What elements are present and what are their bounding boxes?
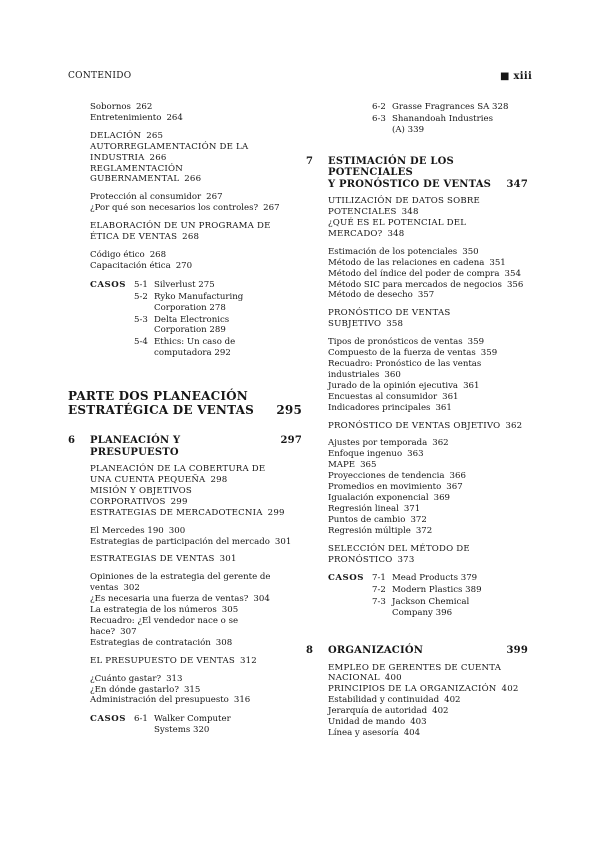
toc-entry [68,605,302,616]
toc-block [306,663,528,696]
toc-entry-page: 262 [135,102,153,112]
toc-entry-text: Línea y asesoría [328,727,399,738]
toc-entry [68,102,302,113]
toc-section-heading [306,555,528,566]
toc-section-heading [68,656,302,667]
toc-entry-text: Protección al consumidor [90,192,202,203]
toc-section-heading [68,475,302,486]
toc-entry [306,381,528,392]
toc-entry-page: 348 [387,228,405,239]
toc-entry-page: 369 [433,492,451,503]
toc-entry-page: 362 [505,420,523,431]
toc-entry [306,269,528,280]
toc-block [68,572,302,648]
toc-entry [306,348,528,359]
toc-section-heading [306,229,528,240]
toc-entry [306,370,528,381]
toc-entry-page: 315 [183,684,201,695]
toc-entry-text: Recuadro: Pronóstico de las ventas [328,359,482,369]
toc-entry-text: ESTRATEGIAS DE VENTAS [90,554,215,565]
toc-entry-page: 304 [253,594,270,605]
toc-entry-text: Recuadro: ¿El vendedor nace o se [90,616,239,626]
toc-entry-text: REGLAMENTACIÓN [90,163,183,174]
toc-entry [306,280,528,291]
case-title-line: Grasse Fragrances SA 328 [392,102,509,112]
case-title-line: Corporation 289 [154,325,226,336]
toc-entry-page: 351 [489,257,506,268]
part-title-line: PARTE DOS PLANEACIÓN [68,389,248,404]
toc-section-heading [68,464,302,475]
toc-entry [306,695,528,706]
toc-entry [306,392,528,403]
toc-entry-text: Unidad de mando [328,717,406,728]
case-title [392,597,528,619]
cases-label [90,315,134,337]
case-title [392,573,528,584]
cases-label [328,585,372,596]
toc-entry-text: POTENCIALES [328,207,397,218]
toc-entry-text: Igualación exponencial [328,492,429,503]
toc-entry-page: 307 [120,626,137,637]
toc-entry-page: 365 [360,460,377,471]
toc-entry-page: 404 [403,727,421,738]
toc-block [306,196,528,240]
toc-section-heading [306,319,528,330]
case-number: 5-3 [134,314,148,325]
toc-section-heading [68,508,302,519]
cases-label [328,102,372,113]
toc-entry-text: Jerarquía de autoridad [328,706,428,717]
chapter-number: 7 [306,155,314,167]
toc-block [68,554,302,565]
toc-entry-text: UTILIZACIÓN DE DATOS SOBRE [328,196,481,207]
toc-entry [68,203,302,214]
case-number: 6-2 [372,102,386,112]
toc-section-heading [306,673,528,684]
toc-entry-page: 312 [239,655,257,666]
toc-entry-text: industriales [328,369,380,380]
toc-entry-page: 359 [467,337,485,348]
toc-entry-page: 264 [166,112,183,123]
toc-entry [306,471,528,482]
toc-entry-text: MERCADO? [328,228,383,239]
toc-entry-text: MAPE [328,460,356,471]
toc-entry-text: Entretenimiento [90,112,162,123]
toc-entry-text: PRINCIPIOS DE LA ORGANIZACIÓN [328,684,497,695]
toc-block [68,102,302,124]
toc-entry-text: NACIONAL [328,673,380,684]
toc-entry-text: UNA CUENTA PEQUEÑA [90,475,206,486]
cases-list [68,280,302,359]
cases-label [328,597,372,619]
toc-entry [68,250,302,261]
cases-label: CASOS [328,573,364,584]
toc-entry [306,460,528,471]
toc-entry-page: 316 [233,695,251,706]
toc-entry [306,359,528,370]
toc-section-heading [306,421,528,432]
case-title-line: Ethics: Un caso de [154,337,236,348]
toc-entry-page: 270 [175,260,193,271]
toc-entry-page: 298 [210,475,228,486]
toc-entry-text: Método SIC para mercados de negocios [328,279,502,290]
toc-block [306,337,528,413]
toc-entry-page: 267 [263,203,280,214]
toc-entry-text: MISIÓN Y OBJETIVOS [90,485,192,496]
toc-entry-page: 313 [166,673,183,684]
toc-entry-text: SELECCIÓN DEL MÉTODO DE [328,543,470,554]
case-number: 6-3 [372,113,386,124]
part-title-line: ESTRATÉGICA DE VENTAS [68,403,254,418]
toc-section-heading [68,497,302,508]
toc-entry-text: Jurado de la opinión ejecutiva [328,380,459,391]
case-title-line: computadora 292 [154,348,231,359]
toc-entry [68,616,302,627]
toc-entry-text: Estrategias de contratación [90,637,211,648]
toc-block [306,308,528,330]
case-title-line: Modern Plastics 389 [392,585,482,596]
case-title-line: Walker Computer [154,714,231,725]
toc-entry [68,572,302,583]
cases-list [306,102,528,136]
chapter-page: 347 [506,178,528,190]
toc-entry-text: Sobornos [90,102,131,112]
chapter-title: Y PRONÓSTICO DE VENTAS [328,178,492,190]
chapter-number: 8 [306,645,314,657]
toc-entry-text: ESTRATEGIAS DE MERCADOTECNIA [90,507,263,518]
toc-entry-text: DELACIÓN [90,130,142,141]
toc-entry-page: 366 [449,471,466,482]
case-title-line: Silverlust 275 [154,279,215,290]
toc-entry-page: 402 [501,684,519,695]
cases-label: CASOS [90,279,126,290]
toc-entry-text: Estabilidad y continuidad [328,695,440,706]
toc-entry [306,717,528,728]
toc-entry-text: Regresión múltiple [328,525,411,536]
toc-entry-text: Capacitación ética [90,260,171,271]
case-title [154,292,302,314]
toc-block [68,526,302,548]
toc-section-heading [306,196,528,207]
toc-entry [68,685,302,696]
toc-entry-text: La estrategia de los números [90,605,217,616]
toc-entry-page: 301 [274,536,292,547]
chapter-heading [306,156,528,191]
case-title [392,585,528,596]
toc-block [68,656,302,667]
part-heading [68,389,302,417]
toc-entry-text: hace? [90,626,116,637]
toc-entry [68,526,302,537]
cases-label [90,337,134,359]
toc-entry [306,290,528,301]
toc-entry-text: Estrategias de participación del mercado [90,536,270,547]
toc-entry-page: 358 [386,319,404,330]
toc-entry-page: 301 [219,554,237,565]
toc-entry-page: 361 [435,402,452,413]
part-page: 295 [276,403,302,418]
toc-section-heading [306,207,528,218]
case-number: 5-1 [134,279,148,290]
toc-entry-page: 266 [184,174,202,185]
toc-entry-text: Regresión lineal [328,503,399,514]
case-title-line: Jackson Chemical [392,597,470,608]
toc-entry [68,695,302,706]
toc-entry [306,515,528,526]
case-title-line: Mead Products 379 [392,573,478,584]
toc-entry-page: 362 [432,438,449,449]
toc-entry-page: 356 [506,279,524,290]
case-number: 5-2 [134,291,148,302]
toc-entry-text: Compuesto de la fuerza de ventas [328,348,476,359]
toc-entry-text: ¿QUÉ ES EL POTENCIAL DEL [328,218,467,229]
page-number: ■ xiii [500,71,533,82]
toc-entry [68,113,302,124]
case-number: 6-1 [134,714,148,725]
toc-entry-text: Método de las relaciones en cadena [328,257,485,268]
case-number: 7-1 [372,573,386,584]
toc-section-heading [68,486,302,497]
toc-entry-text: ventas [90,583,119,594]
cases-label [328,114,372,136]
toc-entry [68,261,302,272]
toc-entry [306,403,528,414]
toc-section-heading [68,174,302,185]
toc-entry [306,449,528,460]
cases-list [306,573,528,619]
toc-entry [306,493,528,504]
toc-entry-page: 268 [182,232,200,243]
toc-entry-text: Indicadores principales [328,402,431,413]
case-number: 7-3 [372,597,386,608]
toc-entry-text: PRONÓSTICO [328,554,393,565]
case-title-line: Systems 320 [154,725,210,736]
toc-block [68,131,302,186]
chapter-page: 297 [280,435,302,447]
toc-entry-text: El Mercedes 190 [90,525,164,536]
toc-section-heading [306,308,528,319]
toc-entry-page: 348 [401,207,419,218]
cases-label [90,292,134,314]
toc-section-heading [306,684,528,695]
toc-block [306,247,528,302]
toc-block [68,221,302,243]
toc-entry-page: 400 [384,673,402,684]
toc-entry-page: 360 [384,369,401,380]
toc-entry-text: SUBJETIVO [328,319,382,330]
chapter-page: 399 [506,645,528,657]
toc-entry-text: Tipos de pronósticos de ventas [328,337,463,348]
toc-entry-page: 267 [206,192,223,203]
toc-right-column [306,102,528,739]
case-title [154,315,302,337]
toc-entry-page: 363 [407,449,424,460]
toc-entry [306,438,528,449]
toc-entry-text: Método de desecho [328,290,413,301]
toc-block [68,250,302,272]
toc-entry-page: 402 [432,706,449,717]
toc-entry-text: GUBERNAMENTAL [90,174,180,185]
case-number: 5-4 [134,337,148,348]
toc-entry [68,674,302,685]
toc-entry-text: ¿En dónde gastarlo? [90,684,179,695]
cases-label: CASOS [90,714,126,725]
case-title-line: Corporation 278 [154,302,226,313]
toc-entry-text: Estimación de los potenciales [328,246,458,257]
toc-entry-page: 361 [463,380,480,391]
toc-entry-page: 299 [170,496,188,507]
toc-entry-text: ELABORACIÓN DE UN PROGRAMA DE [90,221,271,232]
toc-entry-page: 308 [215,637,233,648]
toc-entry-page: 299 [267,507,285,518]
toc-entry-page: 403 [410,717,427,728]
toc-entry-page: 367 [446,482,463,493]
toc-entry-page: 361 [442,391,459,402]
toc-block [306,544,528,566]
chapter-title: ORGANIZACIÓN [328,645,424,657]
toc-section-heading [68,232,302,243]
toc-entry [68,638,302,649]
toc-section-heading [68,221,302,232]
chapter-number: 6 [68,435,76,447]
case-title [154,280,302,291]
toc-entry-text: PRONÓSTICO DE VENTAS OBJETIVO [328,420,501,431]
toc-entry [68,594,302,605]
toc-entry-page: 268 [149,249,167,260]
toc-entry-page: 302 [123,583,140,594]
toc-entry [306,706,528,717]
toc-entry-text: Proyecciones de tendencia [328,471,445,482]
case-title-line: Delta Electronics [154,314,230,325]
toc-entry-page: 357 [417,290,435,301]
toc-block [68,464,302,519]
toc-entry-text: Ajustes por temporada [328,438,428,449]
toc-section-heading [306,544,528,555]
toc-entry-text: Promedios en movimiento [328,482,442,493]
case-title-line: Shanandoah Industries [392,113,493,124]
toc-entry-text: Administración del presupuesto [90,695,229,706]
toc-block [306,695,528,739]
toc-entry [68,627,302,638]
toc-section-heading [68,164,302,175]
chapter-title: ESTIMACIÓN DE LOS POTENCIALES [328,155,454,179]
toc-section-heading [306,218,528,229]
toc-entry-text: ¿Cuánto gastar? [90,673,162,684]
case-title [392,102,528,113]
toc-entry-page: 373 [397,554,415,565]
toc-entry-text: ¿Por qué son necesarios los controles? [90,203,259,214]
toc-entry-text: INDUSTRIA [90,152,145,163]
chapter-title: PLANEACIÓN Y PRESUPUESTO [90,435,181,458]
toc-block [68,674,302,707]
cases-list [68,714,302,736]
toc-entry [306,482,528,493]
toc-entry-text: ¿Es necesaria una fuerza de ventas? [90,594,249,605]
toc-entry [306,258,528,269]
toc-entry-page: 359 [480,348,498,359]
toc-entry-text: EL PRESUPUESTO DE VENTAS [90,655,235,666]
toc-entry-text: PRONÓSTICO DE VENTAS [328,308,451,319]
case-title-line: Ryko Manufacturing [154,291,244,302]
toc-entry-text: Enfoque ingenuo [328,449,403,460]
toc-section-heading [68,554,302,565]
toc-entry-text: Encuestas al consumidor [328,391,438,402]
toc-entry-page: 371 [403,503,421,514]
toc-entry-text: CORPORATIVOS [90,496,166,507]
toc-block [68,192,302,214]
toc-section-heading [68,131,302,142]
running-header: CONTENIDO [68,71,132,81]
toc-entry [68,537,302,548]
case-number: 7-2 [372,585,386,596]
toc-entry [306,337,528,348]
toc-section-heading [306,663,528,674]
toc-entry [306,728,528,739]
toc-entry-page: 350 [462,246,479,257]
case-title-line: (A) 339 [392,124,425,135]
toc-entry-page: 372 [415,525,433,536]
toc-entry-page: 305 [221,605,239,616]
toc-entry-page: 402 [444,695,461,706]
toc-left-column [68,102,302,736]
case-title [154,337,302,359]
toc-entry-text: ÉTICA DE VENTAS [90,232,178,243]
toc-entry [68,583,302,594]
toc-block [306,438,528,536]
toc-entry-page: 265 [146,130,164,141]
toc-entry-page: 266 [149,152,167,163]
case-title [154,714,302,736]
toc-section-heading [68,142,302,153]
toc-block [306,421,528,432]
case-title [392,114,528,136]
toc-entry [306,504,528,515]
toc-entry-text: Método del índice del poder de compra [328,268,500,279]
toc-entry [306,526,528,537]
toc-entry [306,247,528,258]
toc-entry [68,192,302,203]
chapter-heading [306,645,528,657]
toc-entry-text: PLANEACIÓN DE LA COBERTURA DE [90,464,266,475]
toc-entry-text: Código ético [90,249,145,260]
chapter-heading [68,435,302,458]
case-title-line: Company 396 [392,608,453,619]
toc-entry-page: 372 [410,514,427,525]
toc-entry-text: Puntos de cambio [328,514,406,525]
toc-entry-text: AUTORREGLAMENTACIÓN DE LA [90,141,249,152]
toc-section-heading [68,153,302,164]
toc-entry-text: Opiniones de la estrategia del gerente de [90,572,271,583]
toc-entry-page: 354 [504,268,521,279]
toc-entry-text: EMPLEO DE GERENTES DE CUENTA [328,662,502,673]
toc-entry-page: 300 [168,525,186,536]
